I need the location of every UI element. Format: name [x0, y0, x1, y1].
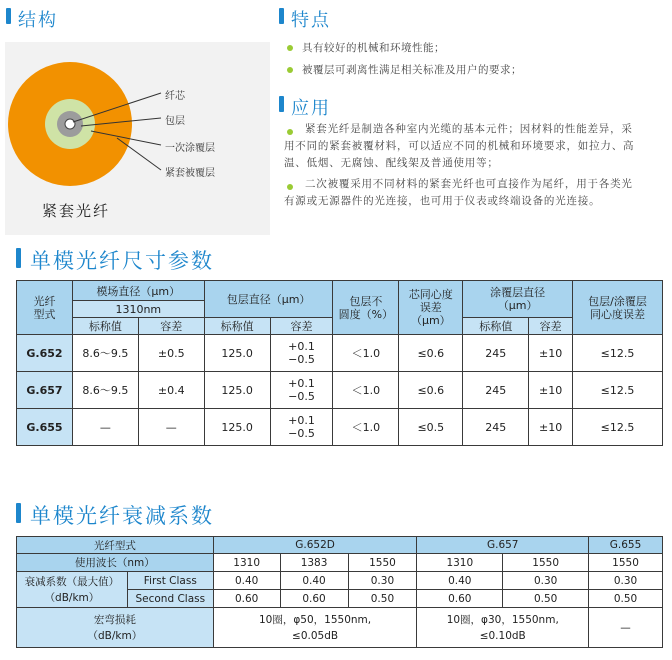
- row-type: G.657: [17, 372, 73, 409]
- cell: ＜1.0: [333, 335, 399, 372]
- header-noncircularity: 包层不 圆度（%）: [333, 281, 399, 335]
- second-class-label: Second Class: [127, 590, 213, 608]
- header-nominal: 标称值: [204, 318, 270, 335]
- header-g655: G.655: [589, 537, 663, 554]
- header-wavelength: 1310nm: [72, 301, 204, 318]
- label-cladding: 包层: [165, 116, 185, 127]
- header-g652d: G.652D: [213, 537, 417, 554]
- label-tight-buffer: 紧套被覆层: [165, 168, 215, 179]
- header-g657: G.657: [417, 537, 589, 554]
- section-marker: [16, 248, 21, 268]
- header-tolerance: 容差: [270, 318, 333, 335]
- cell: 125.0: [204, 409, 270, 446]
- header-nominal: 标称值: [72, 318, 138, 335]
- cell: 0.40: [280, 572, 348, 590]
- application-paragraph-2: 二次被覆采用不同材料的紧套光纤也可直接作为尾纤，用于各类光有源或无源器件的光连接，也可用于仪表或终端设备的光连接。: [284, 178, 633, 207]
- label-core: 纤芯: [165, 91, 185, 102]
- cell: +0.1 −0.5: [270, 409, 333, 446]
- section-marker: [16, 503, 21, 523]
- cell: 0.40: [213, 572, 280, 590]
- cell: 125.0: [204, 372, 270, 409]
- cell: ≤0.5: [399, 409, 463, 446]
- cell: ≤0.6: [399, 372, 463, 409]
- cell: ≤12.5: [573, 335, 663, 372]
- fiber-core: [65, 119, 75, 129]
- cell: ≤12.5: [573, 372, 663, 409]
- application-heading: 应用: [291, 98, 331, 119]
- cell: ±0.5: [138, 335, 204, 372]
- cell: 0.60: [417, 590, 503, 608]
- cell: ＜1.0: [333, 409, 399, 446]
- cell: 245: [463, 335, 529, 372]
- header-tolerance: 容差: [529, 318, 573, 335]
- cell: 0.50: [589, 590, 663, 608]
- row-type: G.652: [17, 335, 73, 372]
- wavelength-cell: 1383: [280, 554, 348, 572]
- attenuation-label: 衰减系数（最大值） （dB/km）: [17, 572, 128, 608]
- table-row: [17, 409, 663, 446]
- cell: —: [72, 409, 138, 446]
- structure-caption: 紧套光纤: [42, 202, 111, 220]
- cell: 10圈，φ30，1550nm, ≤0.10dB: [417, 608, 589, 648]
- cell: ±10: [529, 372, 573, 409]
- cell: +0.1 −0.5: [270, 372, 333, 409]
- cell: 245: [463, 409, 529, 446]
- features-heading: 特点: [291, 10, 331, 31]
- cell: 245: [463, 372, 529, 409]
- dimension-table: [16, 280, 663, 446]
- cell: 0.60: [280, 590, 348, 608]
- attenuation-table: [16, 536, 663, 648]
- bend-loss-label: 宏弯损耗 （dB/km）: [17, 608, 214, 648]
- cell: 0.60: [213, 590, 280, 608]
- bullet-icon: [287, 67, 293, 73]
- cell: ≤0.6: [399, 335, 463, 372]
- cell: 0.30: [589, 572, 663, 590]
- cell: 0.50: [503, 590, 589, 608]
- wavelength-cell: 1310: [213, 554, 280, 572]
- feature-item: 具有较好的机械和环境性能；: [302, 42, 445, 54]
- dimension-heading: 单模光纤尺寸参数: [30, 249, 214, 273]
- bullet-icon: [287, 45, 293, 51]
- header-wavelength: 使用波长（nm）: [17, 554, 214, 572]
- section-marker: [279, 8, 284, 24]
- cell: ±10: [529, 409, 573, 446]
- table-row: [17, 572, 663, 590]
- header-fiber-type: 光纤型式: [17, 537, 214, 554]
- cell: —: [589, 608, 663, 648]
- cell: ±0.4: [138, 372, 204, 409]
- table-row: [17, 608, 663, 648]
- header-cladding: 包层直径（μm）: [204, 281, 333, 318]
- header-tolerance: 容差: [138, 318, 204, 335]
- header-coating: 涂覆层直径 （μm）: [463, 281, 573, 318]
- cell: 0.40: [417, 572, 503, 590]
- cell: ＜1.0: [333, 372, 399, 409]
- table-row: [17, 335, 663, 372]
- section-marker: [6, 8, 11, 24]
- cell: 10圈，φ50，1550nm, ≤0.05dB: [213, 608, 417, 648]
- wavelength-cell: 1310: [417, 554, 503, 572]
- section-marker: [279, 96, 284, 112]
- attenuation-heading: 单模光纤衰减系数: [30, 504, 214, 528]
- wavelength-cell: 1550: [589, 554, 663, 572]
- header-cladding-coating-concentricity: 包层/涂覆层 同心度误差: [573, 281, 663, 335]
- header-fiber-type: 光纤 型式: [17, 281, 73, 335]
- header-concentricity: 芯同心度 误差 （μm）: [399, 281, 463, 335]
- feature-item: 被覆层可剥离性满足相关标准及用户的要求；: [302, 64, 522, 76]
- application-paragraph-1: 紧套光纤是制造各种室内光缆的基本元件；因材料的性能差异，采用不同的紧套被覆材料，可以适应不同的机械和环境要求，如拉力、高温、低烟、无腐蚀、配线架及普通使用等；: [284, 123, 635, 169]
- cell: 0.30: [503, 572, 589, 590]
- header-nominal: 标称值: [463, 318, 529, 335]
- cell: 8.6～9.5: [72, 372, 138, 409]
- cell: 125.0: [204, 335, 270, 372]
- header-mfd: 模场直径（μm）: [72, 281, 204, 301]
- cell: ±10: [529, 335, 573, 372]
- first-class-label: First Class: [127, 572, 213, 590]
- structure-heading: 结构: [18, 10, 58, 31]
- cell: 0.50: [348, 590, 417, 608]
- cell: 0.30: [348, 572, 417, 590]
- cell: 8.6～9.5: [72, 335, 138, 372]
- label-primary-coating: 一次涂覆层: [165, 143, 215, 154]
- wavelength-cell: 1550: [503, 554, 589, 572]
- cell: —: [138, 409, 204, 446]
- row-type: G.655: [17, 409, 73, 446]
- wavelength-cell: 1550: [348, 554, 417, 572]
- table-row: [17, 372, 663, 409]
- cell: ≤12.5: [573, 409, 663, 446]
- cell: +0.1 −0.5: [270, 335, 333, 372]
